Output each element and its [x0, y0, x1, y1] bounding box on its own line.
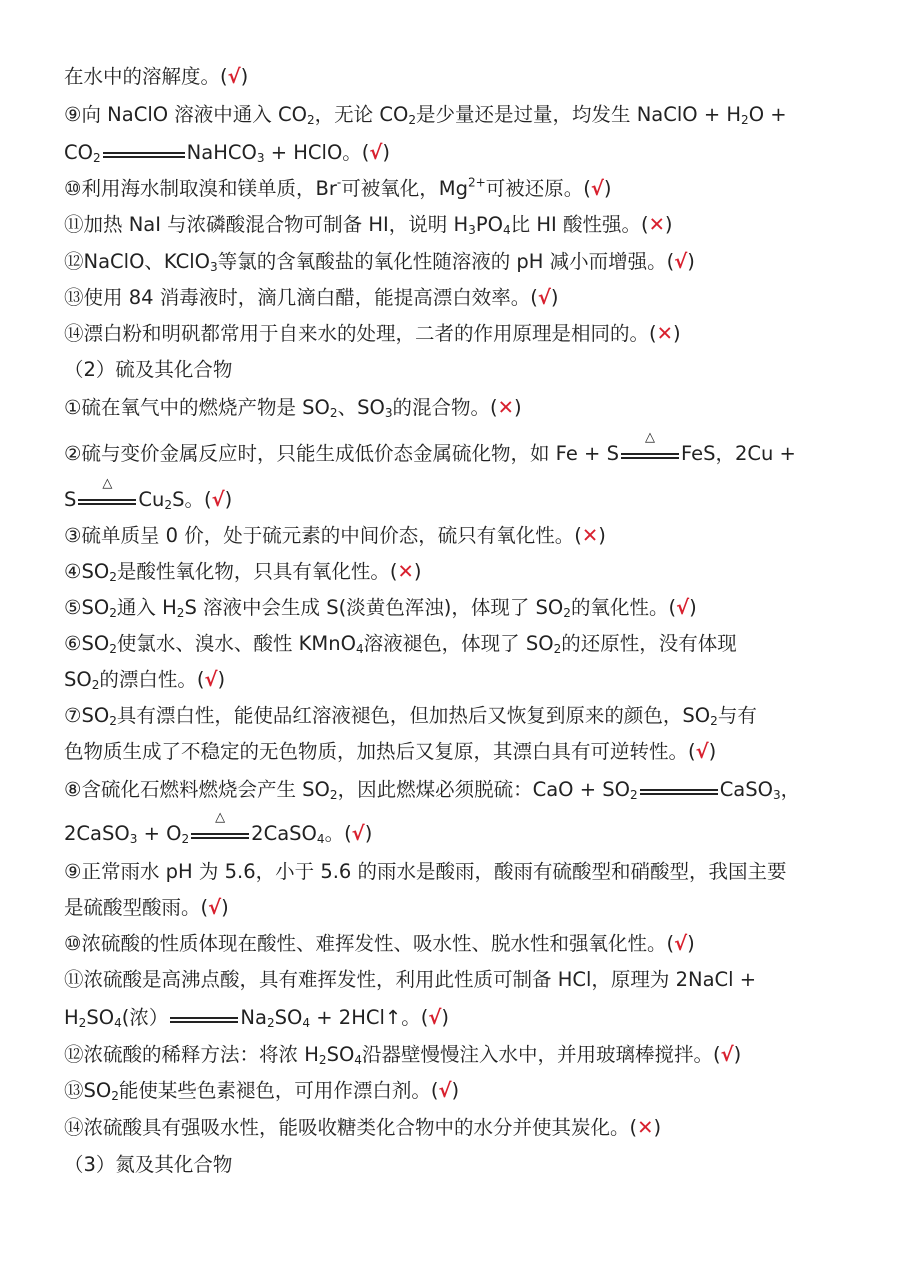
equals-arrow — [640, 777, 718, 805]
line-25: ⑪浓硫酸是高沸点酸，具有难挥发性，利用此性质可制备 HCl，原理为 2NaCl + — [64, 968, 757, 991]
line-10: ①硫在氧气中的燃烧产物是 $SO_2$、$SO_3$的混合物。(✕) — [64, 396, 522, 421]
check-mark-icon: √ — [204, 668, 218, 691]
line-27: ⑫浓硫酸的稀释方法：将浓 $H_2SO_4$沿器壁慢慢注入水中，并用玻璃棒搅拌。(√) — [64, 1043, 742, 1068]
heat-symbol: △ — [215, 809, 226, 825]
line-22: ⑨正常雨水 pH 为 5.6，小于 5.6 的雨水是酸雨，酸雨有硫酸型和硝酸型，我国主要 — [64, 860, 787, 883]
line-28: $⑬SO_2$能使某些色素褪色，可用作漂白剂。(√) — [64, 1079, 460, 1104]
check-mark-icon: √ — [537, 286, 551, 309]
cross-mark-icon: ✕ — [637, 1116, 654, 1139]
check-mark-icon: √ — [674, 250, 688, 273]
check-mark-icon: √ — [674, 932, 688, 955]
line-21: 2CaSO$_3$ + $O_2$ △ 2CaSO$_4$。(√) — [64, 820, 372, 849]
section-heading-nitrogen: （3）氮及其化合物 — [64, 1153, 233, 1176]
line-26: $H_2SO_4$(浓） $Na_2SO_4$ + 2HCl↑。(√) — [64, 1004, 449, 1033]
line-6: ⑫NaClO、KClO$_3$等氯的含氧酸盐的氧化性随溶液的 pH 减小而增强。(√) — [64, 250, 695, 275]
check-mark-icon: √ — [211, 488, 225, 511]
line-23: 是硫酸型酸雨。(√) — [64, 896, 229, 919]
line-24: ⑩浓硫酸的性质体现在酸性、难挥发性、吸水性、脱水性和强氧化性。(√) — [64, 932, 695, 955]
line-18: $⑦SO_2$具有漂白性，能使品红溶液褪色，但加热后又恢复到原来的颜色，$SO_2$与有 — [64, 704, 757, 729]
check-mark-icon: √ — [590, 177, 604, 200]
check-mark-icon: √ — [369, 141, 383, 164]
line-14: $④SO_2$是酸性氧化物，只具有氧化性。(✕) — [64, 560, 422, 585]
line-11: ②硫与变价金属反应时，只能生成低价态金属硫化物，如 Fe + S △ FeS，2Cu + — [64, 440, 796, 469]
check-mark-icon: √ — [428, 1006, 442, 1029]
cross-mark-icon: ✕ — [397, 560, 414, 583]
line-7: ⑬使用 84 消毒液时，滴几滴白醋，能提高漂白效率。(√) — [64, 286, 559, 309]
line-16: $⑥SO_2$使氯水、溴水、酸性 KMnO$_4$溶液褪色，体现了 $SO_2$的还原性，没有体现 — [64, 632, 737, 657]
line-8: ⑭漂白粉和明矾都常用于自来水的处理，二者的作用原理是相同的。(✕) — [64, 322, 681, 345]
check-mark-icon: √ — [438, 1079, 452, 1102]
heat-arrow — [621, 429, 679, 469]
line-19: 色物质生成了不稳定的无色物质，加热后又复原，其漂白具有可逆转性。(√) — [64, 740, 717, 763]
cross-mark-icon: ✕ — [581, 524, 599, 547]
section-heading-sulfur: （2）硫及其化合物 — [64, 358, 233, 381]
line-3: $CO_2$ NaHCO$_3$ + HClO。(√) — [64, 139, 390, 168]
line-29: ⑭浓硫酸具有强吸水性，能吸收糖类化合物中的水分并使其炭化。(✕) — [64, 1116, 662, 1139]
cross-mark-icon: ✕ — [497, 396, 514, 419]
equals-arrow — [170, 1005, 238, 1033]
line-1: 在水中的溶解度。(√) — [64, 65, 249, 88]
line-15: $⑤SO_2$通入 $H_2S$ 溶液中会生成 S(淡黄色浑浊)，体现了 $SO_2$的氧化性。(√) — [64, 596, 697, 621]
check-mark-icon: √ — [227, 65, 241, 88]
check-mark-icon: √ — [695, 740, 709, 763]
check-mark-icon: √ — [676, 596, 690, 619]
check-mark-icon: √ — [720, 1043, 734, 1066]
cross-mark-icon: ✕ — [656, 322, 673, 345]
heat-symbol: △ — [644, 429, 655, 445]
check-mark-icon: √ — [351, 822, 365, 845]
line-13: ③硫单质呈 0 价，处于硫元素的中间价态，硫只有氧化性。(✕) — [64, 524, 606, 547]
heat-arrow — [78, 475, 136, 515]
check-mark-icon: √ — [208, 896, 222, 919]
equals-arrow — [103, 140, 185, 168]
line-5: ⑪加热 NaI 与浓磷酸混合物可制备 HI，说明 $H_3PO_4$比 HI 酸性强。(✕) — [64, 213, 673, 238]
line-20: ⑧含硫化石燃料燃烧会产生 $SO_2$，因此燃煤必须脱硫：CaO + $SO_2$ CaSO$_3$， — [64, 776, 800, 805]
line-12: S △ $Cu_2S$。(√) — [64, 486, 232, 515]
line-2: ⑨向 NaClO 溶液中通入 $CO_2$，无论 $CO_2$是少量还是过量，均发生 NaClO + $H_2O$ + — [64, 103, 787, 128]
cross-mark-icon: ✕ — [648, 213, 665, 236]
heat-arrow — [191, 809, 249, 849]
heat-symbol: △ — [102, 475, 113, 491]
line-4: ⑩利用海水制取溴和镁单质，Br-可被氧化，$Mg^{2+}$可被还原。(√) — [64, 175, 612, 200]
line-17: $SO_2$的漂白性。(√) — [64, 668, 226, 693]
